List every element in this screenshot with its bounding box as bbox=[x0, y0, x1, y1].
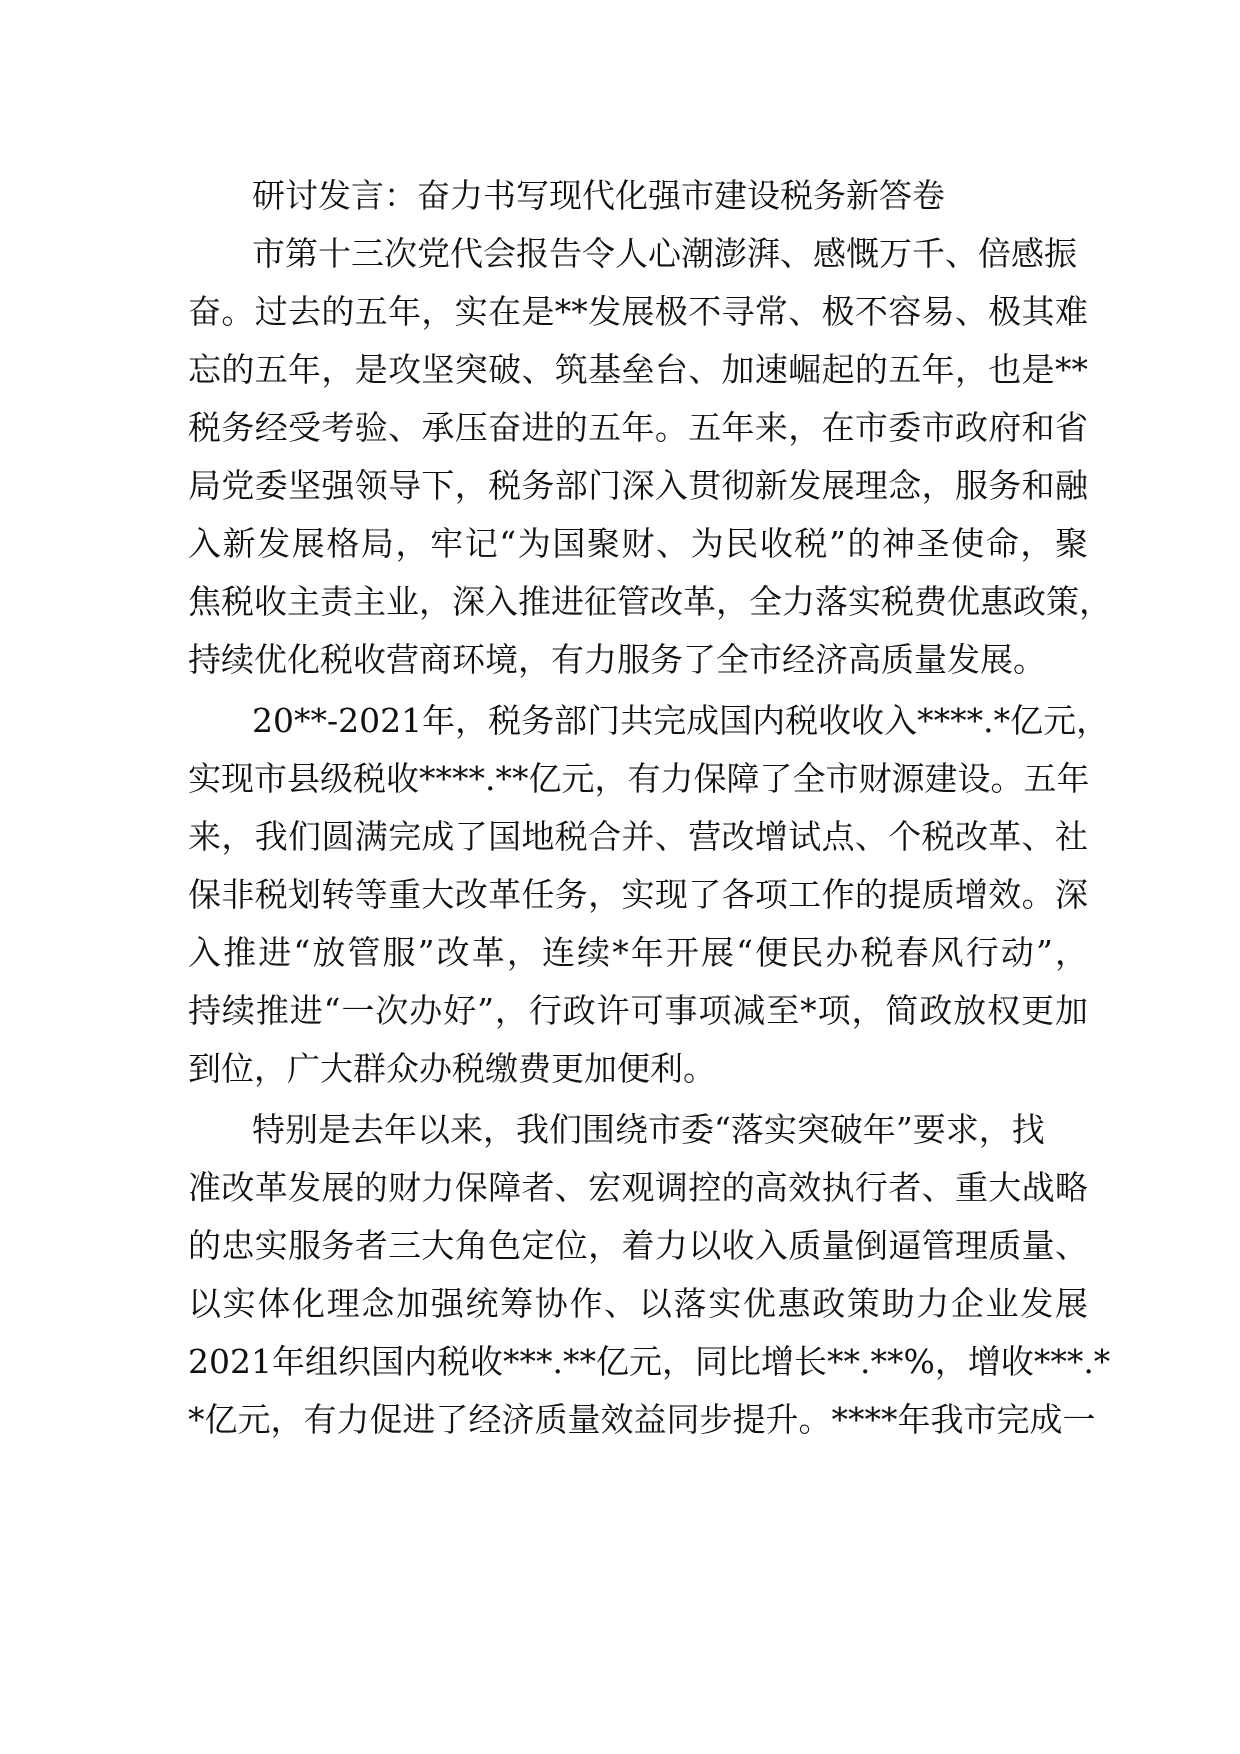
paragraph-3-line-5: 2021年组织国内税收***.**亿元，同比增长**.**%，增收***.* bbox=[188, 1342, 1111, 1381]
paragraph-1-line-8: 持续优化税收营商环境，有力服务了全市经济高质量发展。 bbox=[188, 640, 1046, 679]
paragraph-1-line-4: 税务经受考验、承压奋进的五年。五年来，在市委市政府和省 bbox=[188, 408, 1088, 447]
paragraph-1-line-3: 忘的五年，是攻坚突破、筑基垒台、加速崛起的五年，也是** bbox=[188, 350, 1088, 389]
paragraph-2-line-1: 20**-2021年，税务部门共完成国内税收收入****.*亿元， bbox=[252, 701, 1110, 740]
paragraph-2-line-6: 持续推进“一次办好”，行政许可事项减至*项，简政放权更加 bbox=[188, 991, 1088, 1030]
paragraph-2-line-7: 到位，广大群众办税缴费更加便利。 bbox=[188, 1049, 716, 1088]
paragraph-1-line-7: 焦税收主责主业，深入推进征管改革，全力落实税费优惠政策， bbox=[188, 582, 1112, 621]
paragraph-3-line-4: 以实体化理念加强统筹协作、以落实优惠政策助力企业发展 bbox=[188, 1284, 1088, 1323]
paragraph-3-line-6: *亿元，有力促进了经济质量效益同步提升。****年我市完成一 bbox=[188, 1400, 1096, 1439]
document-title: 研讨发言：奋力书写现代化强市建设税务新答卷 bbox=[252, 176, 945, 215]
paragraph-1-line-5: 局党委坚强领导下，税务部门深入贯彻新发展理念，服务和融 bbox=[188, 466, 1088, 505]
paragraph-1-line-6: 入新发展格局，牢记“为国聚财、为民收税”的神圣使命，聚 bbox=[188, 524, 1088, 563]
paragraph-3-line-3: 的忠实服务者三大角色定位，着力以收入质量倒逼管理质量、 bbox=[188, 1226, 1088, 1265]
paragraph-1-line-2: 奋。过去的五年，实在是**发展极不寻常、极不容易、极其难 bbox=[188, 292, 1088, 331]
paragraph-3-line-2: 准改革发展的财力保障者、宏观调控的高效执行者、重大战略 bbox=[188, 1168, 1088, 1207]
paragraph-2-line-3: 来，我们圆满完成了国地税合并、营改增试点、个税改革、社 bbox=[188, 817, 1088, 856]
paragraph-2-line-2: 实现市县级税收****.**亿元，有力保障了全市财源建设。五年 bbox=[188, 759, 1090, 798]
paragraph-2-line-5: 入推进“放管服”改革，连续*年开展“便民办税春风行动”， bbox=[188, 933, 1088, 972]
paragraph-3-line-1: 特别是去年以来，我们围绕市委“落实突破年”要求，找 bbox=[252, 1110, 1045, 1149]
paragraph-2-line-4: 保非税划转等重大改革任务，实现了各项工作的提质增效。深 bbox=[188, 875, 1088, 914]
paragraph-1-line-1: 市第十三次党代会报告令人心潮澎湃、感慨万千、倍感振 bbox=[252, 234, 1077, 273]
